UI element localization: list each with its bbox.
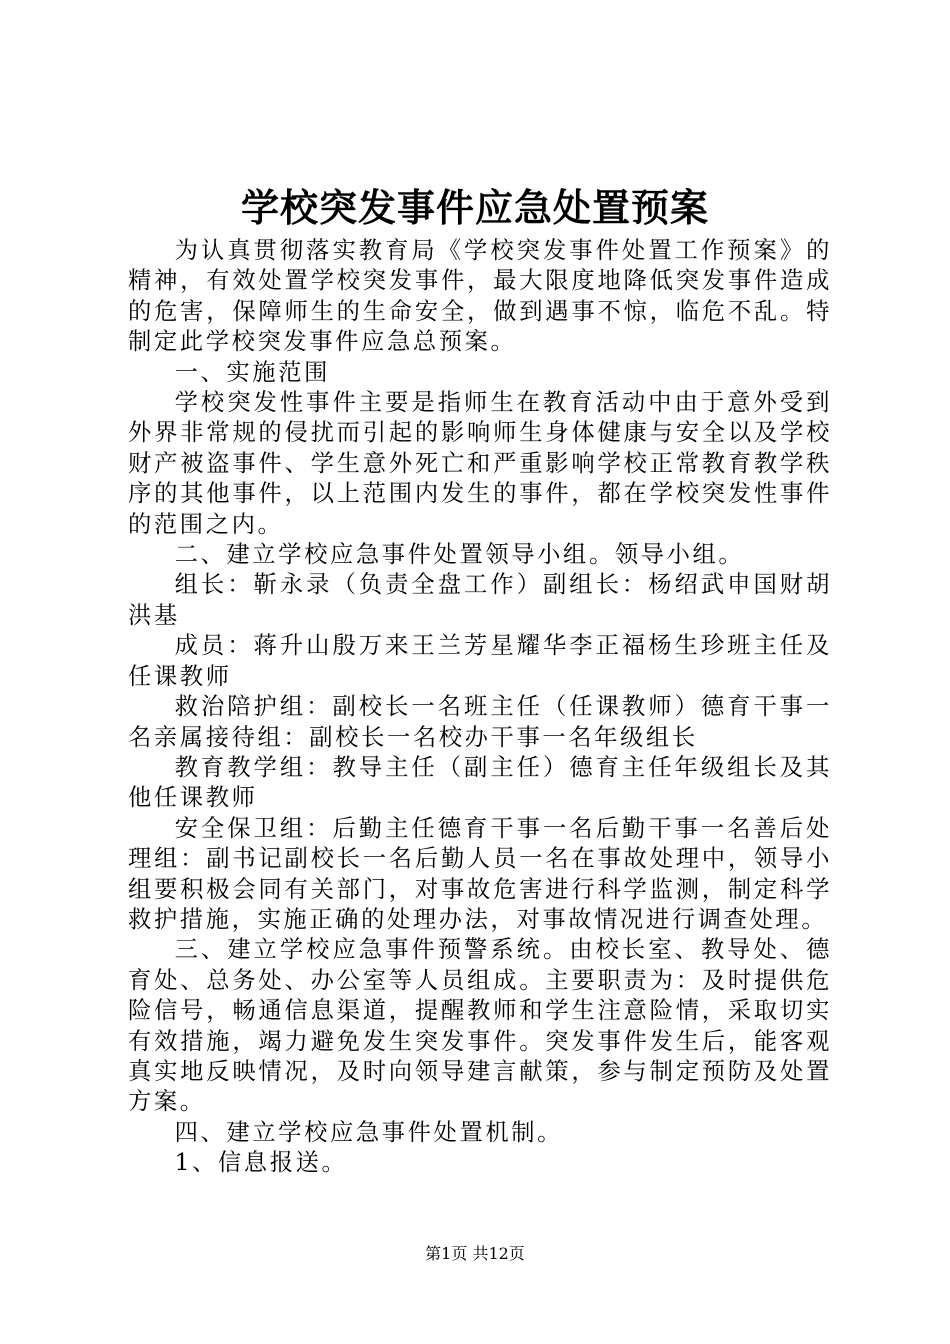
- paragraph-members: 成员：蒋升山殷万来王兰芳星耀华李正福杨生珍班主任及任课教师: [128, 632, 832, 690]
- paragraph-rescue-group: 救治陪护组：副校长一名班主任（任课教师）德育干事一名亲属接待组：副校长一名校办干事一名年级组长: [128, 693, 832, 751]
- section-heading-mechanism: 四、建立学校应急事件处置机制。: [174, 1118, 564, 1146]
- paragraph-security-group: 安全保卫组：后勤主任德育干事一名后勤干事一名善后处理组：副书记副校长一名后勤人员一名在事故处理中，领导小组要积极会同有关部门，对事故危害进行科学监测，制定科学救护措施，实施正确的处理办法，对事故情况进行调查处理。: [128, 814, 832, 933]
- document-title: 学校突发事件应急处置预案: [240, 185, 709, 230]
- document-body: [128, 236, 832, 1179]
- section-heading-scope: 一、实施范围: [174, 358, 330, 386]
- paragraph-intro: 为认真贯彻落实教育局《学校突发事件处置工作预案》的精神，有效处置学校突发事件，最大限度地降低突发事件造成的危害，保障师生的生命安全，做到遇事不惊，临危不乱。特制定此学校突发事件应急总预案。: [128, 237, 832, 356]
- page-number-footer: 第1页 共12页: [425, 1244, 525, 1263]
- section-heading-leadership: 二、建立学校应急事件处置领导小组。领导小组。: [174, 541, 745, 569]
- paragraph-group-leader: 组长：靳永录（负责全盘工作）副组长：杨绍武申国财胡洪基: [128, 571, 832, 629]
- paragraph-teaching-group: 教育教学组：教导主任（副主任）德育主任年级组长及其他任课教师: [128, 753, 832, 812]
- paragraph-warning-system: 三、建立学校应急事件预警系统。由校长室、教导处、德育处、总务处、办公室等人员组成。主要职责为：及时提供危险信号，畅通信息渠道，提醒教师和学生注意险情，采取切实有效措施，竭力避免发生突发事件。突发事件发生后，能客观真实地反映情况，及时向领导建言献策，参与制定预防及处置方案。: [128, 936, 832, 1116]
- paragraph-info-report: 1、信息报送。: [174, 1149, 348, 1177]
- paragraph-scope: 学校突发性事件主要是指师生在教育活动中由于意外受到外界非常规的侵扰而引起的影响师生身体健康与安全以及学校财产被盗事件、学生意外死亡和严重影响学校正常教育教学秩序的其他事件，以上范围内发生的事件，都在学校突发性事件的范围之内。: [128, 389, 832, 538]
